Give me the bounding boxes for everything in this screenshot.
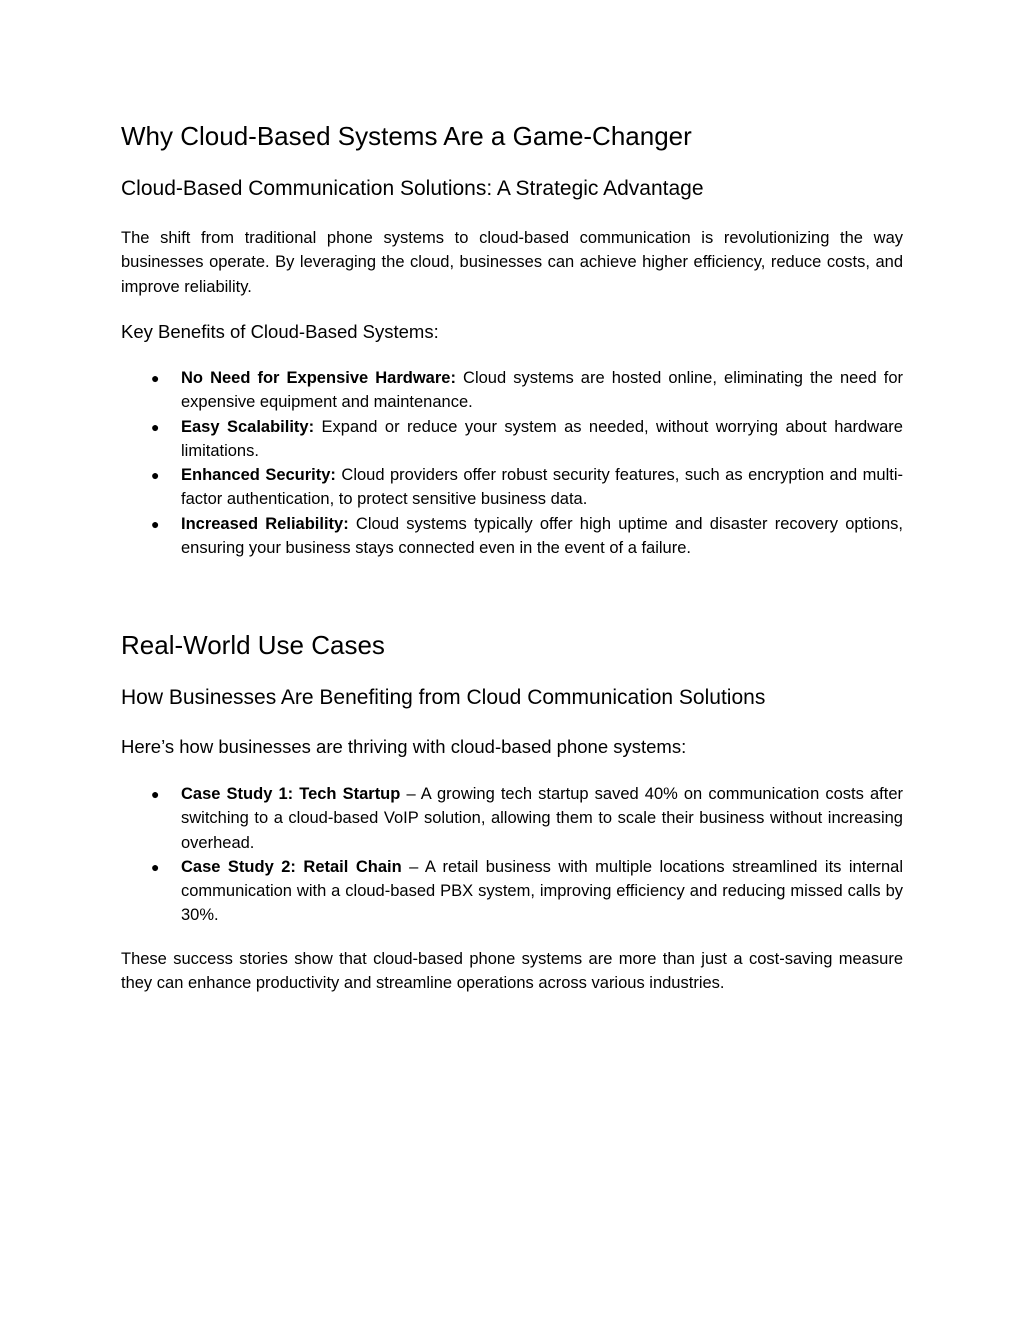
bullet-icon: ● — [151, 858, 160, 875]
bullet-icon: ● — [151, 418, 160, 435]
benefits-list — [121, 366, 903, 560]
benefit-term: No Need for Expensive Hardware: — [181, 369, 456, 387]
list-item — [121, 463, 903, 512]
list-item — [121, 782, 903, 855]
intro-paragraph: The shift from traditional phone systems to cloud-based communication is revolutionizing the way businesses operate. By leveraging the cloud, businesses can achieve higher efficiency, reduce costs, and improve reliability. — [121, 229, 903, 296]
list-item — [121, 855, 903, 928]
case-text: – A growing tech startup saved 40% on communication costs after switching to a cloud-based VoIP solution, allowing them to scale their business without increasing overhead. — [181, 785, 903, 852]
benefit-term: Enhanced Security: — [181, 466, 336, 485]
list-item — [121, 512, 903, 561]
section-title-use-cases: Real-World Use Cases — [121, 630, 385, 660]
benefit-text: Cloud providers offer robust security features, such as encryption and multi-factor authentication, to protect sensitive business data. — [181, 466, 903, 509]
conclusion-paragraph: These success stories show that cloud-based phone systems are more than just a cost-saving measure they can enhance productivity and streamline operations across various industries. — [121, 950, 903, 993]
benefit-term: Increased Reliability: — [181, 514, 349, 533]
benefit-text: Cloud systems typically offer high uptime and disaster recovery options, ensuring your business stays connected even in the event of a failure. — [181, 514, 903, 558]
section-subtitle-strategic-advantage: Cloud-Based Communication Solutions: A Strategic Advantage — [121, 177, 704, 200]
benefits-heading: Key Benefits of Cloud-Based Systems: — [121, 321, 439, 342]
use-cases-lead: Here’s how businesses are thriving with cloud-based phone systems: — [121, 736, 687, 757]
section-subtitle-benefiting: How Businesses Are Benefiting from Cloud Communication Solutions — [121, 686, 766, 709]
benefit-text: Expand or reduce your system as needed, without worrying about hardware limitations. — [181, 417, 903, 460]
benefit-term: Easy Scalability: — [181, 417, 315, 436]
section-title-cloud-systems: Why Cloud-Based Systems Are a Game-Changer — [121, 121, 692, 151]
benefit-text: Cloud systems are hosted online, eliminating the need for expensive equipment and maintenance. — [181, 369, 903, 412]
bullet-icon: ● — [151, 370, 160, 386]
list-item — [121, 366, 903, 415]
case-term: Case Study 1: Tech Startup — [181, 785, 401, 803]
bullet-icon: ● — [151, 786, 160, 802]
case-text: – A retail business with multiple locations streamlined its internal communication with a cloud-based PBX system, improving efficiency and reducing missed calls by 30%. — [181, 857, 904, 925]
list-item — [121, 415, 903, 464]
bullet-icon: ● — [151, 515, 160, 532]
bullet-icon: ● — [151, 467, 160, 484]
case-studies-list — [121, 782, 903, 928]
case-term: Case Study 2: Retail Chain — [181, 857, 402, 876]
